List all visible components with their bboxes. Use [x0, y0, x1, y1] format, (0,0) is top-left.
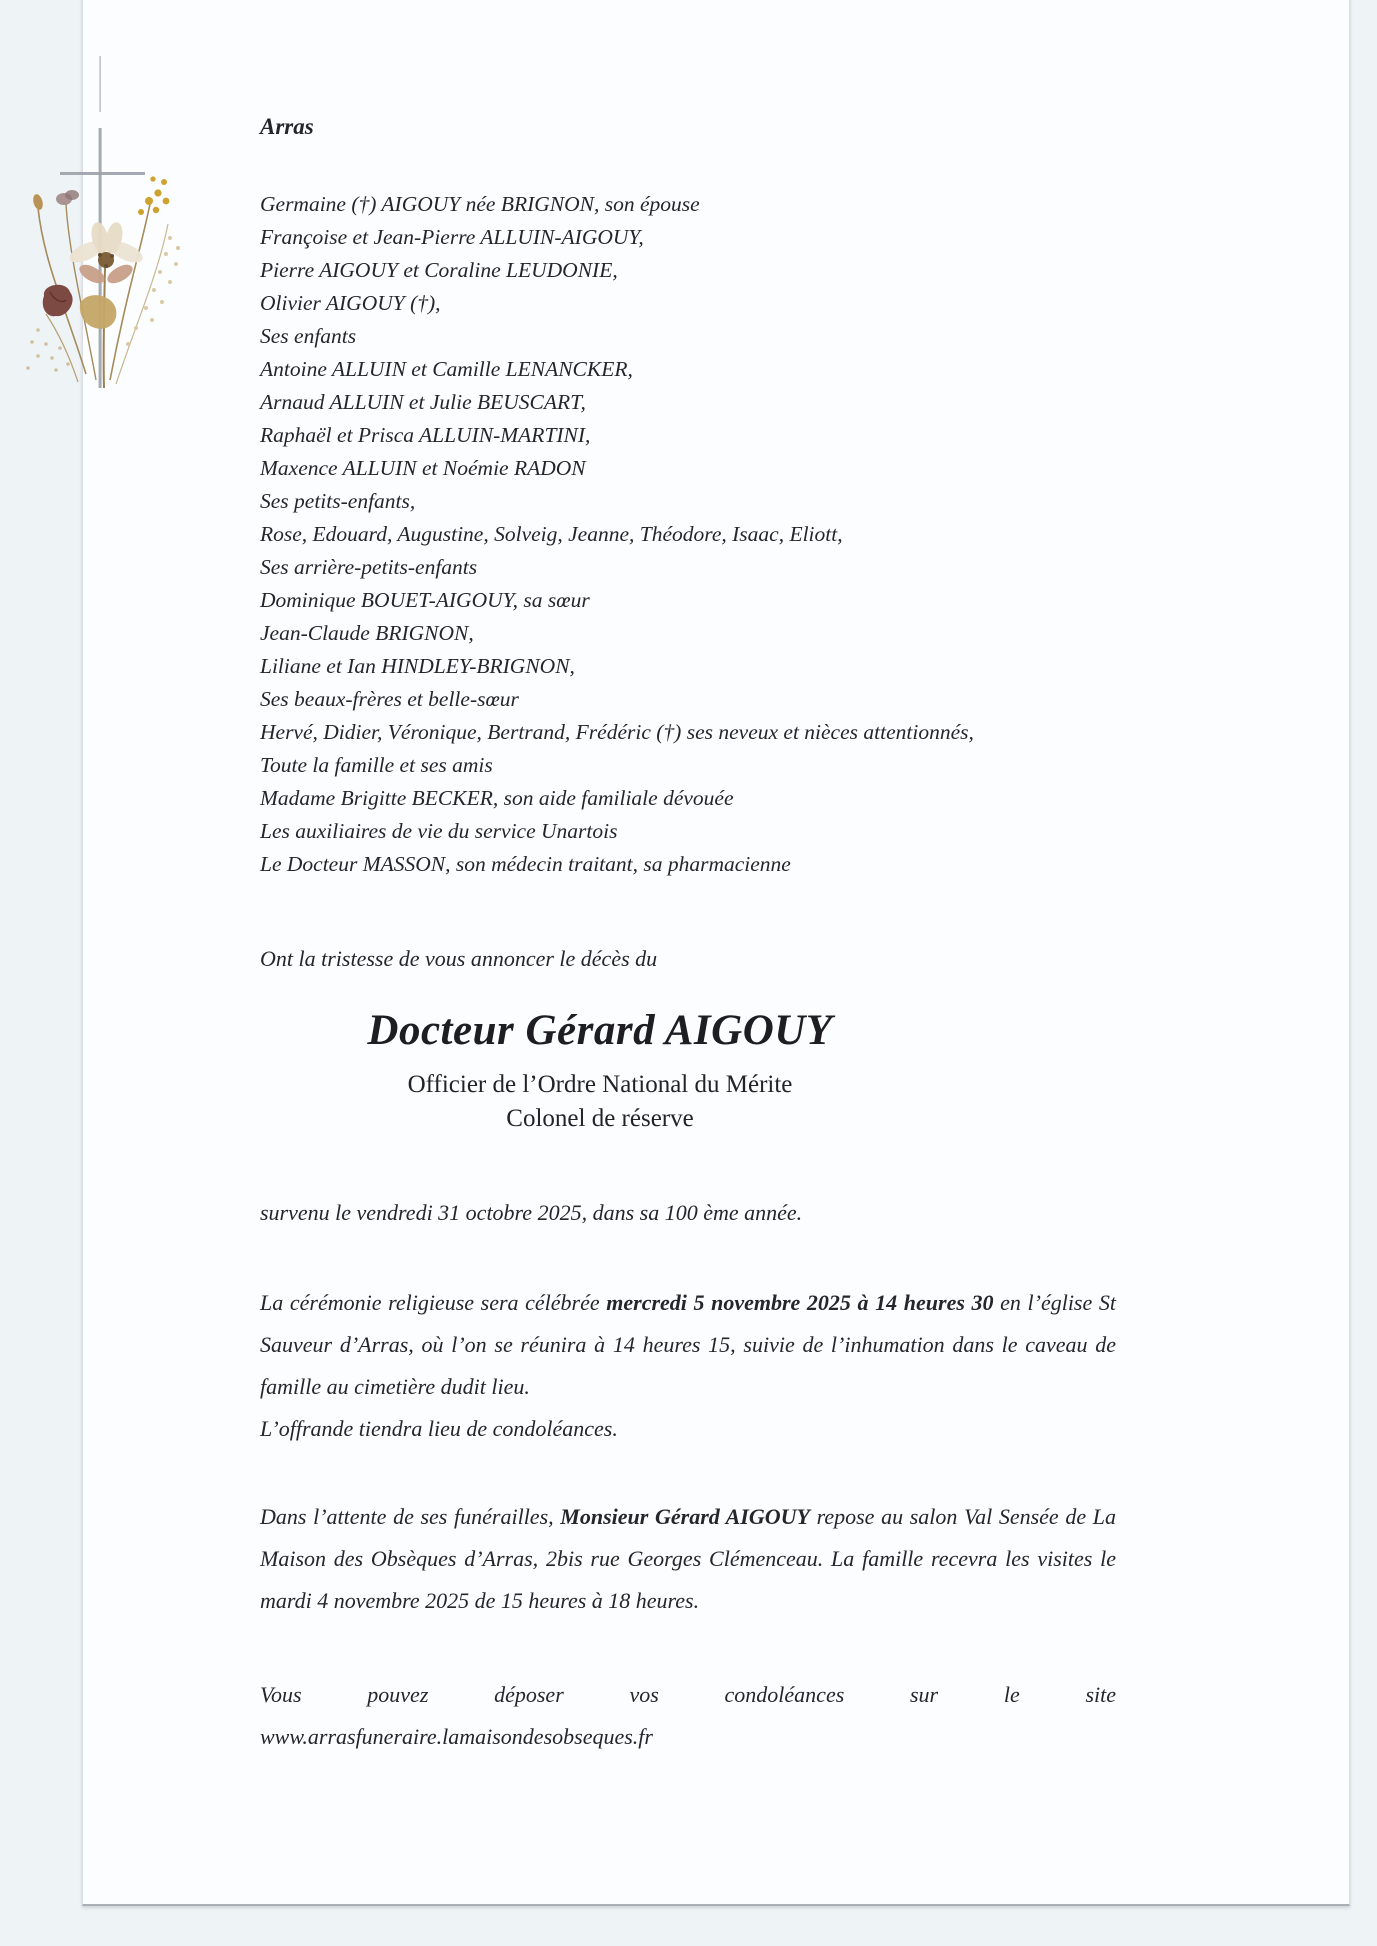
family-line: Liliane et Ian HINDLEY-BRIGNON, [260, 654, 575, 678]
family-line: Dominique BOUET-AIGOUY, sa sœur [260, 588, 590, 612]
ceremony-date-bold: mercredi 5 novembre 2025 à 14 heures 30 [606, 1290, 994, 1315]
family-line: Maxence ALLUIN et Noémie RADON [260, 456, 586, 480]
ceremony-text-before: La cérémonie religieuse sera célébrée [260, 1290, 607, 1315]
family-line: Raphaël et Prisca ALLUIN-MARTINI, [260, 423, 591, 447]
family-line: Olivier AIGOUY (†), [260, 291, 441, 315]
family-line: Germaine (†) AIGOUY née BRIGNON, son épouse [260, 192, 700, 216]
family-line: Hervé, Didier, Véronique, Bertrand, Frédéric (†) ses neveux et nièces attentionnés, [260, 720, 974, 744]
family-line: Les auxiliaires de vie du service Unartois [260, 819, 618, 843]
repose-name-bold: Monsieur Gérard AIGOUY [560, 1504, 810, 1529]
memorial-decoration [8, 52, 198, 392]
announcement-content [260, 0, 1116, 1946]
family-line: Antoine ALLUIN et Camille LENANCKER, [260, 357, 633, 381]
website-text: www.arrasfuneraire.lamaisondesobseques.fr [260, 1724, 653, 1749]
death-date-line: survenu le vendredi 31 octobre 2025, dans sa 100 ème année. [260, 1200, 803, 1225]
family-line: Le Docteur MASSON, son médecin traitant, sa pharmacienne [260, 852, 791, 876]
family-line: Françoise et Jean-Pierre ALLUIN-AIGOUY, [260, 225, 644, 249]
repose-text-after: repose au salon Val Sensée de La Maison des Obsèques d’Arras, 2bis rue Georges Clémenceau. La famille recevra les visites le mardi 4 novembre 2025 de 15 heures à 18 heures. [260, 1504, 1117, 1613]
family-line: Ses petits-enfants, [260, 489, 416, 513]
deceased-honor-1: Officier de l’Ordre National du Mérite [407, 1071, 793, 1098]
dried-flowers-icon [26, 176, 180, 388]
family-line: Arnaud ALLUIN et Julie BEUSCART, [260, 390, 586, 414]
ceremony-text-after: en l’église St Sauveur d’Arras, où l’on se réunira à 14 heures 15, suivie de l’inhumation dans le caveau de famille au cimetière dudit lieu. [260, 1290, 1116, 1399]
family-line: Ses enfants [260, 324, 357, 348]
family-list [260, 188, 1116, 881]
ceremony-paragraph [260, 1282, 1116, 1408]
deceased-block [260, 1006, 940, 1136]
deceased-name: Docteur Gérard AIGOUY [367, 1007, 833, 1054]
offering-line: L’offrande tiendra lieu de condoléances. [260, 1416, 618, 1441]
intro-line: Ont la tristesse de vous annoncer le décès du [260, 946, 658, 971]
condolences-line: Vous pouvez déposer vos condoléances sur le site [260, 1682, 1116, 1707]
family-line: Ses arrière-petits-enfants [260, 555, 478, 579]
family-line: Toute la famille et ses amis [260, 753, 493, 777]
family-line: Madame Brigitte BECKER, son aide familiale dévouée [260, 786, 734, 810]
family-line: Jean-Claude BRIGNON, [260, 621, 474, 645]
cross-and-flowers-illustration [8, 52, 198, 392]
family-line: Rose, Edouard, Augustine, Solveig, Jeanne, Théodore, Isaac, Eliott, [260, 522, 843, 546]
city-label: Arras [260, 114, 314, 139]
repose-text-before: Dans l’attente de ses funérailles, [260, 1504, 561, 1529]
deceased-honor-2: Colonel de réserve [506, 1105, 694, 1132]
family-line: Ses beaux-frères et belle-sœur [260, 687, 519, 711]
repose-paragraph [260, 1496, 1116, 1622]
family-line: Pierre AIGOUY et Coraline LEUDONIE, [260, 258, 618, 282]
